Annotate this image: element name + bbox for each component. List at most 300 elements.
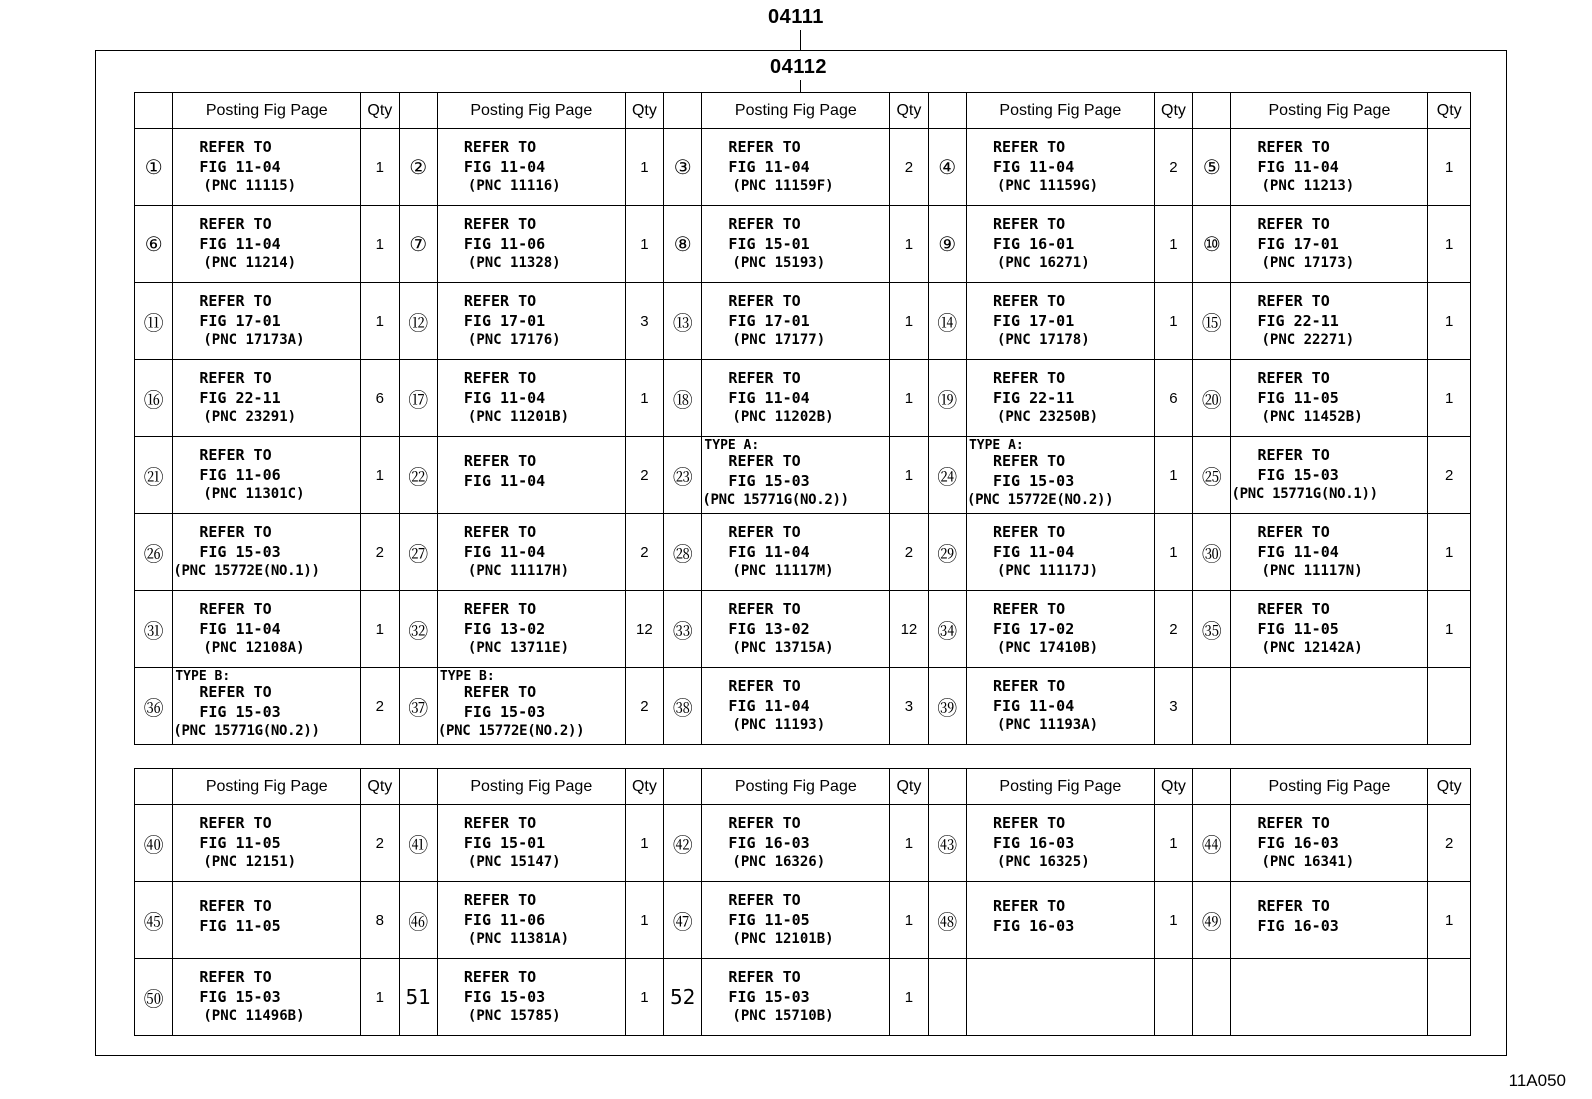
- refer-to-text: REFER TO: [199, 446, 272, 464]
- qty-cell: 1: [1428, 206, 1471, 283]
- reference-block: [967, 882, 1154, 958]
- refer-to-text: REFER TO: [463, 523, 537, 541]
- reference-block: [173, 360, 360, 436]
- qty-cell: 2: [890, 129, 928, 206]
- item-number: ⑱: [664, 360, 702, 437]
- item-number: ㊿: [135, 959, 173, 1036]
- pnc-reference: (PNC 17177): [732, 332, 826, 348]
- qty-cell: [1154, 959, 1192, 1036]
- refer-to-text: REFER TO: [992, 600, 1066, 618]
- reference-block: [702, 283, 889, 359]
- posting-fig-page-cell: [437, 283, 625, 360]
- item-number: ㉑: [135, 437, 173, 514]
- item-number: ⑧: [664, 206, 702, 283]
- qty-cell: [1428, 668, 1471, 745]
- reference-block: [438, 514, 625, 590]
- qty-cell: 1: [361, 129, 399, 206]
- fig-reference: FIG 11-04: [199, 158, 281, 176]
- qty-cell: 2: [1428, 437, 1471, 514]
- parts-table-2: [134, 768, 1471, 1036]
- header-posting-fig-page: Posting Fig Page: [173, 93, 361, 129]
- qty-cell: 1: [625, 129, 663, 206]
- posting-fig-page-cell: [966, 805, 1154, 882]
- refer-to-text: REFER TO: [992, 452, 1066, 470]
- item-number: ㉗: [399, 514, 437, 591]
- reference-block: [438, 882, 625, 958]
- header-posting-fig-page: Posting Fig Page: [702, 769, 890, 805]
- qty-cell: 1: [361, 206, 399, 283]
- item-number: ㊱: [135, 668, 173, 745]
- posting-fig-page-cell: [702, 959, 890, 1036]
- fig-reference: FIG 11-05: [199, 917, 281, 935]
- qty-cell: 1: [890, 805, 928, 882]
- item-number: ㊴: [928, 668, 966, 745]
- pnc-reference: (PNC 17176): [467, 332, 561, 348]
- posting-fig-page-cell: [437, 360, 625, 437]
- posting-fig-page-cell: [966, 437, 1154, 514]
- fig-reference: FIG 11-05: [199, 834, 281, 852]
- fig-reference: FIG 15-03: [199, 988, 281, 1006]
- callout-04112: 04112: [770, 56, 828, 78]
- refer-to-text: REFER TO: [1257, 215, 1330, 233]
- refer-to-text: REFER TO: [1257, 446, 1330, 464]
- qty-cell: 2: [625, 514, 663, 591]
- reference-block: [967, 206, 1154, 282]
- refer-to-text: REFER TO: [463, 814, 537, 832]
- item-number: ㊵: [135, 805, 173, 882]
- posting-fig-page-cell: [437, 437, 625, 514]
- item-number: ㉒: [399, 437, 437, 514]
- header-qty: Qty: [361, 769, 399, 805]
- pnc-reference: (PNC 11159F): [732, 178, 834, 194]
- posting-fig-page-cell: [1231, 805, 1428, 882]
- posting-fig-page-cell: [1231, 668, 1428, 745]
- fig-reference: FIG 13-02: [728, 620, 810, 638]
- reference-block: [702, 129, 889, 205]
- posting-fig-page-cell: [437, 805, 625, 882]
- header-qty: Qty: [1154, 769, 1192, 805]
- reference-block: [967, 437, 1154, 513]
- pnc-reference: (PNC 15772E(NO.2)): [966, 492, 1114, 508]
- posting-fig-page-cell: [966, 959, 1154, 1036]
- posting-fig-page-cell: [702, 283, 890, 360]
- reference-block: [173, 437, 360, 513]
- type-label: TYPE B:: [439, 669, 495, 684]
- item-number: [1193, 668, 1231, 745]
- header-qty: Qty: [361, 93, 399, 129]
- item-number: ㉛: [135, 591, 173, 668]
- reference-block: [438, 129, 625, 205]
- pnc-reference: (PNC 17410B): [996, 640, 1099, 656]
- refer-to-text: REFER TO: [1257, 523, 1330, 541]
- pnc-reference: (PNC 23250B): [996, 409, 1099, 425]
- refer-to-text: REFER TO: [728, 600, 801, 618]
- qty-cell: 6: [1154, 360, 1192, 437]
- reference-block: [438, 805, 625, 881]
- posting-fig-page-cell: [173, 882, 361, 959]
- posting-fig-page-cell: [966, 668, 1154, 745]
- fig-reference: FIG 15-03: [199, 543, 281, 561]
- pnc-reference: (PNC 11159G): [996, 178, 1099, 194]
- posting-fig-page-cell: [1231, 514, 1428, 591]
- header-number-cell: [664, 93, 702, 129]
- header-qty: Qty: [625, 769, 663, 805]
- item-number: ⑮: [1193, 283, 1231, 360]
- fig-reference: FIG 16-03: [992, 834, 1075, 852]
- posting-fig-page-cell: [1231, 206, 1428, 283]
- fig-reference: FIG 22-11: [992, 389, 1075, 407]
- reference-block: [702, 437, 889, 513]
- reference-block: [702, 805, 889, 881]
- item-number: ㉔: [928, 437, 966, 514]
- item-number: [928, 959, 966, 1036]
- pnc-reference: (PNC 16271): [996, 255, 1090, 271]
- leader-line-04111: [800, 30, 801, 50]
- posting-fig-page-cell: [173, 129, 361, 206]
- pnc-reference: (PNC 11452B): [1261, 409, 1363, 425]
- qty-cell: 1: [1154, 805, 1192, 882]
- fig-reference: FIG 17-01: [199, 312, 281, 330]
- fig-reference: FIG 11-05: [1257, 620, 1339, 638]
- table-row: [135, 283, 1471, 360]
- fig-reference: FIG 11-04: [1257, 543, 1339, 561]
- figure-code: 11A050: [1508, 1071, 1566, 1090]
- item-number: ㊳: [664, 668, 702, 745]
- refer-to-text: REFER TO: [992, 897, 1066, 915]
- refer-to-text: REFER TO: [463, 215, 537, 233]
- refer-to-text: REFER TO: [1257, 600, 1330, 618]
- item-number: ㊺: [135, 882, 173, 959]
- reference-block: [967, 360, 1154, 436]
- refer-to-text: REFER TO: [463, 369, 537, 387]
- table-row: [135, 206, 1471, 283]
- posting-fig-page-cell: [966, 514, 1154, 591]
- header-posting-fig-page: Posting Fig Page: [966, 93, 1154, 129]
- posting-fig-page-cell: [702, 129, 890, 206]
- item-number: ㊼: [664, 882, 702, 959]
- refer-to-text: REFER TO: [728, 968, 801, 986]
- header-number-cell: [664, 769, 702, 805]
- fig-reference: FIG 22-11: [1257, 312, 1339, 330]
- qty-cell: 1: [1154, 882, 1192, 959]
- reference-block: [967, 283, 1154, 359]
- reference-block: [438, 959, 625, 1035]
- header-number-cell: [1193, 93, 1231, 129]
- qty-cell: 1: [1428, 591, 1471, 668]
- pnc-reference: (PNC 11381A): [467, 931, 570, 947]
- item-number: ⑫: [399, 283, 437, 360]
- pnc-reference: (PNC 17173): [1261, 255, 1355, 271]
- callout-04111: 04111: [768, 6, 824, 28]
- fig-reference: FIG 16-03: [728, 834, 810, 852]
- table-row: [135, 437, 1471, 514]
- refer-to-text: REFER TO: [199, 968, 272, 986]
- table-row: [135, 805, 1471, 882]
- posting-fig-page-cell: [1231, 591, 1428, 668]
- reference-block: [173, 206, 360, 282]
- type-label: TYPE A:: [968, 438, 1024, 453]
- refer-to-text: REFER TO: [199, 523, 272, 541]
- posting-fig-page-cell: [702, 668, 890, 745]
- posting-fig-page-cell: [437, 668, 625, 745]
- fig-reference: FIG 11-06: [463, 911, 546, 929]
- reference-block: [1231, 882, 1427, 958]
- qty-cell: 12: [890, 591, 928, 668]
- table-row: [135, 129, 1471, 206]
- refer-to-text: REFER TO: [728, 369, 801, 387]
- pnc-reference: (PNC 17178): [996, 332, 1090, 348]
- qty-cell: 1: [625, 206, 663, 283]
- fig-reference: FIG 15-03: [728, 472, 810, 490]
- item-number: ㉚: [1193, 514, 1231, 591]
- pnc-reference: (PNC 22271): [1261, 332, 1355, 348]
- refer-to-text: REFER TO: [728, 814, 801, 832]
- qty-cell: 8: [361, 882, 399, 959]
- fig-reference: FIG 11-04: [728, 697, 810, 715]
- qty-cell: 2: [361, 668, 399, 745]
- refer-to-text: REFER TO: [463, 138, 537, 156]
- qty-cell: 1: [1428, 882, 1471, 959]
- refer-to-text: REFER TO: [1257, 138, 1330, 156]
- reference-block: [438, 437, 625, 513]
- pnc-reference: (PNC 15772E(NO.2)): [437, 723, 585, 739]
- table-row: [135, 959, 1471, 1036]
- header-qty: Qty: [890, 93, 928, 129]
- refer-to-text: REFER TO: [992, 138, 1066, 156]
- refer-to-text: REFER TO: [463, 968, 537, 986]
- refer-to-text: REFER TO: [992, 369, 1066, 387]
- pnc-reference: (PNC 16341): [1261, 854, 1355, 870]
- fig-reference: FIG 11-04: [463, 543, 546, 561]
- pnc-reference: (PNC 12142A): [1261, 640, 1363, 656]
- item-number: ㉓: [664, 437, 702, 514]
- posting-fig-page-cell: [1231, 959, 1428, 1036]
- item-number: ⑯: [135, 360, 173, 437]
- table-row: [135, 514, 1471, 591]
- table-row: [135, 360, 1471, 437]
- posting-fig-page-cell: [437, 129, 625, 206]
- item-number: ⑨: [928, 206, 966, 283]
- reference-block: [173, 514, 360, 590]
- reference-block: [173, 805, 360, 881]
- qty-cell: 1: [890, 283, 928, 360]
- refer-to-text: REFER TO: [199, 215, 272, 233]
- qty-cell: 1: [361, 283, 399, 360]
- posting-fig-page-cell: [702, 437, 890, 514]
- pnc-reference: (PNC 17173A): [203, 332, 305, 348]
- fig-reference: FIG 11-04: [992, 697, 1075, 715]
- reference-block: [1231, 591, 1427, 667]
- fig-reference: FIG 15-03: [992, 472, 1075, 490]
- refer-to-text: REFER TO: [1257, 897, 1330, 915]
- reference-block: [1231, 206, 1427, 282]
- refer-to-text: REFER TO: [992, 292, 1066, 310]
- header-number-cell: [135, 93, 173, 129]
- refer-to-text: REFER TO: [992, 215, 1066, 233]
- pnc-reference: (PNC 16325): [996, 854, 1090, 870]
- header-number-cell: [928, 769, 966, 805]
- fig-reference: FIG 15-01: [463, 834, 546, 852]
- posting-fig-page-cell: [702, 591, 890, 668]
- posting-fig-page-cell: [173, 805, 361, 882]
- item-number: ⑭: [928, 283, 966, 360]
- pnc-reference: (PNC 15771G(NO.1)): [1231, 486, 1378, 502]
- pnc-reference: (PNC 11496B): [203, 1008, 305, 1024]
- fig-reference: FIG 17-01: [1257, 235, 1339, 253]
- item-number: ㊽: [928, 882, 966, 959]
- refer-to-text: REFER TO: [1257, 814, 1330, 832]
- reference-block: [702, 206, 889, 282]
- qty-cell: 1: [625, 959, 663, 1036]
- pnc-reference: (PNC 16326): [732, 854, 826, 870]
- item-number: ㊲: [399, 668, 437, 745]
- reference-block: [173, 959, 360, 1035]
- item-number: ㊹: [1193, 805, 1231, 882]
- item-number: ②: [399, 129, 437, 206]
- type-label: TYPE B:: [175, 669, 231, 684]
- header-posting-fig-page: Posting Fig Page: [437, 769, 625, 805]
- fig-reference: FIG 11-04: [199, 235, 281, 253]
- item-number: ㉖: [135, 514, 173, 591]
- qty-cell: 1: [361, 437, 399, 514]
- leader-line-04112: [800, 80, 801, 92]
- refer-to-text: REFER TO: [728, 292, 801, 310]
- pnc-reference: (PNC 12151): [203, 854, 297, 870]
- posting-fig-page-cell: [173, 283, 361, 360]
- qty-cell: 1: [890, 882, 928, 959]
- fig-reference: FIG 15-03: [463, 703, 546, 721]
- reference-block: [173, 129, 360, 205]
- qty-cell: 2: [1428, 805, 1471, 882]
- pnc-reference: (PNC 15710B): [732, 1008, 834, 1024]
- item-number: ⑲: [928, 360, 966, 437]
- header-number-cell: [399, 93, 437, 129]
- posting-fig-page-cell: [702, 514, 890, 591]
- item-number: ⑪: [135, 283, 173, 360]
- table-row: [135, 668, 1471, 745]
- refer-to-text: REFER TO: [199, 138, 272, 156]
- qty-cell: 3: [1154, 668, 1192, 745]
- qty-cell: 1: [361, 591, 399, 668]
- reference-block: [1231, 514, 1427, 590]
- reference-block: [702, 514, 889, 590]
- qty-cell: 2: [1154, 129, 1192, 206]
- item-number: ㊷: [664, 805, 702, 882]
- posting-fig-page-cell: [173, 668, 361, 745]
- reference-block: [702, 591, 889, 667]
- posting-fig-page-cell: [1231, 360, 1428, 437]
- posting-fig-page-cell: [966, 129, 1154, 206]
- posting-fig-page-cell: [702, 882, 890, 959]
- posting-fig-page-cell: [173, 591, 361, 668]
- item-number: ㉟: [1193, 591, 1231, 668]
- fig-reference: FIG 17-01: [992, 312, 1075, 330]
- item-number: ㉞: [928, 591, 966, 668]
- header-qty: Qty: [890, 769, 928, 805]
- pnc-reference: (PNC 15193): [732, 255, 826, 271]
- fig-reference: FIG 16-01: [992, 235, 1075, 253]
- reference-block: [702, 668, 889, 744]
- header-posting-fig-page: Posting Fig Page: [702, 93, 890, 129]
- refer-to-text: REFER TO: [728, 452, 801, 470]
- header-qty: Qty: [1154, 93, 1192, 129]
- reference-block: [702, 882, 889, 958]
- reference-block: [967, 591, 1154, 667]
- reference-block: [967, 514, 1154, 590]
- qty-cell: 1: [625, 360, 663, 437]
- fig-reference: FIG 11-06: [199, 466, 281, 484]
- fig-reference: FIG 11-04: [728, 158, 810, 176]
- pnc-reference: (PNC 13711E): [467, 640, 570, 656]
- qty-cell: 6: [361, 360, 399, 437]
- fig-reference: FIG 17-01: [463, 312, 546, 330]
- posting-fig-page-cell: [966, 283, 1154, 360]
- reference-block: [438, 360, 625, 436]
- pnc-reference: (PNC 11301C): [203, 486, 305, 502]
- pnc-reference: (PNC 23291): [203, 409, 297, 425]
- fig-reference: FIG 11-05: [1257, 389, 1339, 407]
- item-number: ④: [928, 129, 966, 206]
- fig-reference: FIG 16-03: [992, 917, 1075, 935]
- reference-block: [1231, 360, 1427, 436]
- posting-fig-page-cell: [966, 360, 1154, 437]
- refer-to-text: REFER TO: [728, 891, 801, 909]
- posting-fig-page-cell: [702, 360, 890, 437]
- posting-fig-page-cell: [173, 206, 361, 283]
- pnc-reference: (PNC 15147): [467, 854, 561, 870]
- posting-fig-page-cell: [966, 206, 1154, 283]
- refer-to-text: REFER TO: [728, 677, 801, 695]
- fig-reference: FIG 17-02: [992, 620, 1075, 638]
- reference-block: [1231, 129, 1427, 205]
- qty-cell: 2: [361, 805, 399, 882]
- fig-reference: FIG 22-11: [199, 389, 281, 407]
- item-number: ㉕: [1193, 437, 1231, 514]
- reference-block: [173, 668, 360, 744]
- qty-cell: 2: [890, 514, 928, 591]
- posting-fig-page-cell: [1231, 882, 1428, 959]
- qty-cell: 2: [625, 668, 663, 745]
- item-number: ⑰: [399, 360, 437, 437]
- fig-reference: FIG 17-01: [728, 312, 810, 330]
- table-row: [135, 882, 1471, 959]
- reference-block: [702, 959, 889, 1035]
- reference-block: [173, 591, 360, 667]
- posting-fig-page-cell: [437, 206, 625, 283]
- header-number-cell: [928, 93, 966, 129]
- item-number: ①: [135, 129, 173, 206]
- refer-to-text: REFER TO: [992, 814, 1066, 832]
- refer-to-text: REFER TO: [728, 138, 801, 156]
- reference-block: [438, 591, 625, 667]
- item-number: ⑬: [664, 283, 702, 360]
- posting-fig-page-cell: [966, 591, 1154, 668]
- pnc-reference: (PNC 11117H): [467, 563, 570, 579]
- item-number: ㉜: [399, 591, 437, 668]
- item-number: ㉝: [664, 591, 702, 668]
- qty-cell: 1: [1428, 360, 1471, 437]
- header-qty: Qty: [1428, 769, 1471, 805]
- refer-to-text: REFER TO: [728, 523, 801, 541]
- item-number: ⑥: [135, 206, 173, 283]
- pnc-reference: (PNC 11214): [203, 255, 297, 271]
- item-number: 51: [399, 959, 437, 1036]
- pnc-reference: (PNC 11193A): [996, 717, 1099, 733]
- item-number: ⑩: [1193, 206, 1231, 283]
- qty-cell: 1: [1154, 206, 1192, 283]
- fig-reference: FIG 16-03: [1257, 917, 1339, 935]
- qty-cell: 1: [890, 360, 928, 437]
